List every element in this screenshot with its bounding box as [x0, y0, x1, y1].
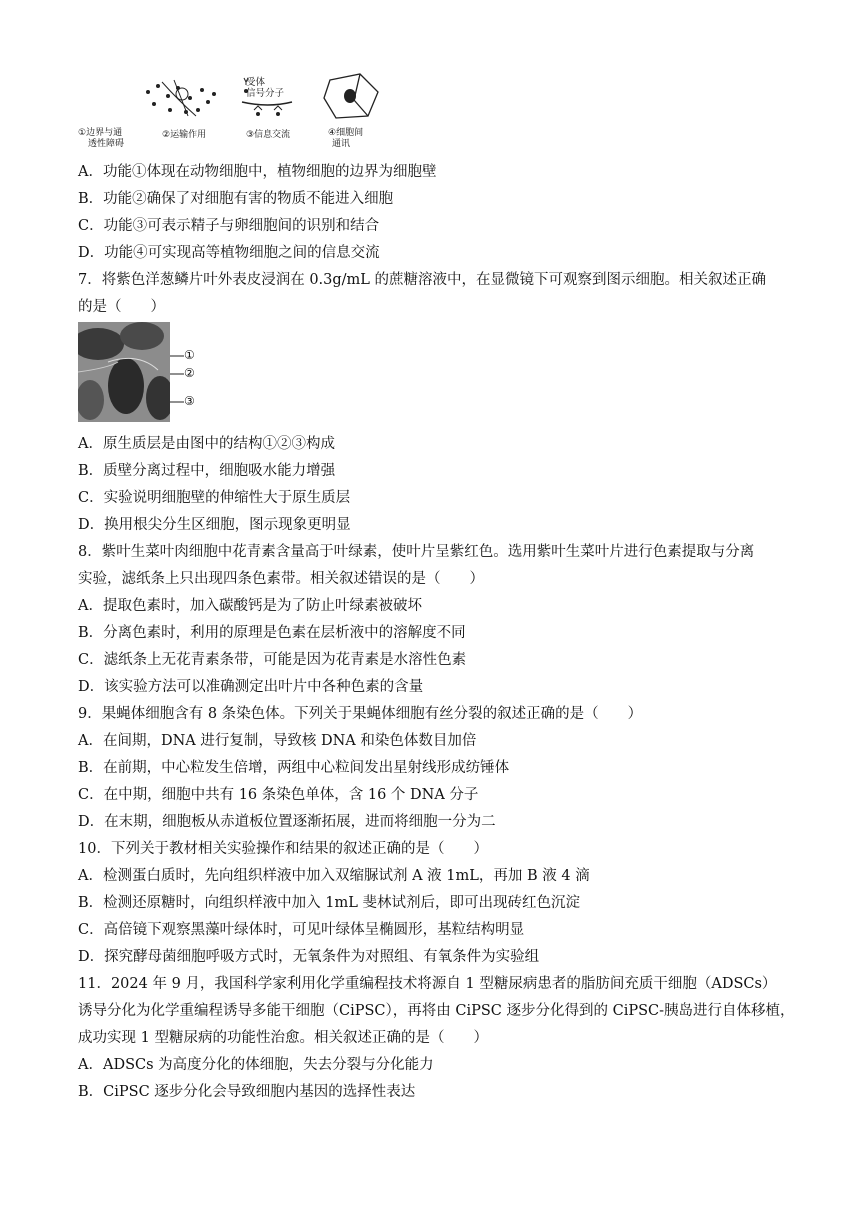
- label-3: ③: [184, 394, 195, 408]
- q10-stem: 10．下列关于教材相关实验操作和结果的叙述正确的是（ ）: [78, 841, 488, 857]
- caption-1b: 透性障碍: [88, 139, 125, 149]
- caption-2: ②运输作用: [162, 130, 207, 140]
- boundary-sketch: [146, 80, 216, 116]
- q7-option-b: B．质壁分离过程中，细胞吸水能力增强: [78, 463, 336, 479]
- micrograph-figure: [78, 322, 170, 422]
- caption-3: ③信息交流: [246, 130, 291, 140]
- micrograph-pointers: [170, 346, 230, 406]
- q7-stem-line2: 的是（ ）: [78, 299, 165, 315]
- q11-stem-line3: 成功实现 1 型糖尿病的功能性治愈。相关叙述正确的是（ ）: [78, 1030, 488, 1046]
- q10-option-b: B．检测还原糖时，向组织样液中加入 1mL 斐林试剂后，即可出现砖红色沉淀: [78, 895, 580, 911]
- q7-option-a: A．原生质层是由图中的结构①②③构成: [78, 436, 335, 452]
- q6-option-a: A．功能①体现在动物细胞中，植物细胞的边界为细胞壁: [78, 164, 437, 180]
- q9-stem: 9．果蝇体细胞含有 8 条染色体。下列关于果蝇体细胞有丝分裂的叙述正确的是（ ）: [78, 706, 643, 722]
- q11-stem-line1: 11．2024 年 9 月，我国科学家利用化学重编程技术将源自 1 型糖尿病患者的脂肪间充质干细胞（ADSCs）: [78, 976, 777, 992]
- q8-option-c: C．滤纸条上无花青素条带，可能是因为花青素是水溶性色素: [78, 652, 467, 668]
- micrograph-image: [78, 322, 170, 422]
- q6-option-d: D．功能④可实现高等植物细胞之间的信息交流: [78, 245, 380, 261]
- q10-option-a: A．检测蛋白质时，先向组织样液中加入双缩脲试剂 A 液 1mL，再加 B 液 4 滴: [78, 868, 590, 884]
- q8-option-b: B．分离色素时，利用的原理是色素在层析液中的溶解度不同: [78, 625, 466, 641]
- q9-option-b: B．在前期，中心粒发生倍增，两组中心粒间发出星射线形成纺锤体: [78, 760, 510, 776]
- q8-option-a: A．提取色素时，加入碳酸钙是为了防止叶绿素被破坏: [78, 598, 422, 614]
- caption-1a: ①边界与通: [78, 128, 123, 138]
- label-1: ①: [184, 348, 195, 362]
- membrane-function-figure: [78, 72, 398, 152]
- q11-option-b: B．CiPSC 逐步分化会导致细胞内基因的选择性表达: [78, 1084, 416, 1100]
- q6-option-b: B．功能②确保了对细胞有害的物质不能进入细胞: [78, 191, 394, 207]
- q10-option-d: D．探究酵母菌细胞呼吸方式时，无氧条件为对照组、有氧条件为实验组: [78, 949, 540, 965]
- q11-option-a: A．ADSCs 为高度分化的体细胞，失去分裂与分化能力: [78, 1057, 434, 1073]
- q8-stem-line1: 8．紫叶生菜叶肉细胞中花青素含量高于叶绿素，使叶片呈紫红色。选用紫叶生菜叶片进行色素提取与分离: [78, 544, 755, 560]
- caption-4b: 通讯: [332, 139, 351, 149]
- q7-option-d: D．换用根尖分生区细胞，图示现象更明显: [78, 517, 351, 533]
- q6-option-c: C．功能③可表示精子与卵细胞间的识别和结合: [78, 218, 380, 234]
- label-2: ②: [184, 366, 195, 380]
- q11-stem-line2: 诱导分化为化学重编程诱导多能干细胞（CiPSC），再将由 CiPSC 逐步分化得到的 CiPSC-胰岛进行自体移植，: [78, 1003, 795, 1019]
- q9-option-c: C．在中期，细胞中共有 16 条染色单体，含 16 个 DNA 分子: [78, 787, 479, 803]
- q7-stem-line1: 7．将紫色洋葱鳞片叶外表皮浸润在 0.3g/mL 的蔗糖溶液中，在显微镜下可观察到图示细胞。相关叙述正确: [78, 272, 767, 288]
- caption-4a: ④细胞间: [328, 128, 364, 138]
- q8-stem-line2: 实验，滤纸条上只出现四条色素带。相关叙述错误的是（ ）: [78, 571, 484, 587]
- receptor-legend: 受体: [246, 77, 266, 88]
- q9-option-a: A．在间期，DNA 进行复制，导致核 DNA 和染色体数目加倍: [78, 733, 477, 749]
- q10-option-c: C．高倍镜下观察黑藻叶绿体时，可见叶绿体呈椭圆形，基粒结构明显: [78, 922, 525, 938]
- q9-option-d: D．在末期，细胞板从赤道板位置逐渐拓展，进而将细胞一分为二: [78, 814, 496, 830]
- cell-connection-sketch: [324, 74, 378, 118]
- signal-legend: 信号分子: [246, 88, 285, 99]
- q8-option-d: D．该实验方法可以准确测定出叶片中各种色素的含量: [78, 679, 424, 695]
- q7-option-c: C．实验说明细胞壁的伸缩性大于原生质层: [78, 490, 351, 506]
